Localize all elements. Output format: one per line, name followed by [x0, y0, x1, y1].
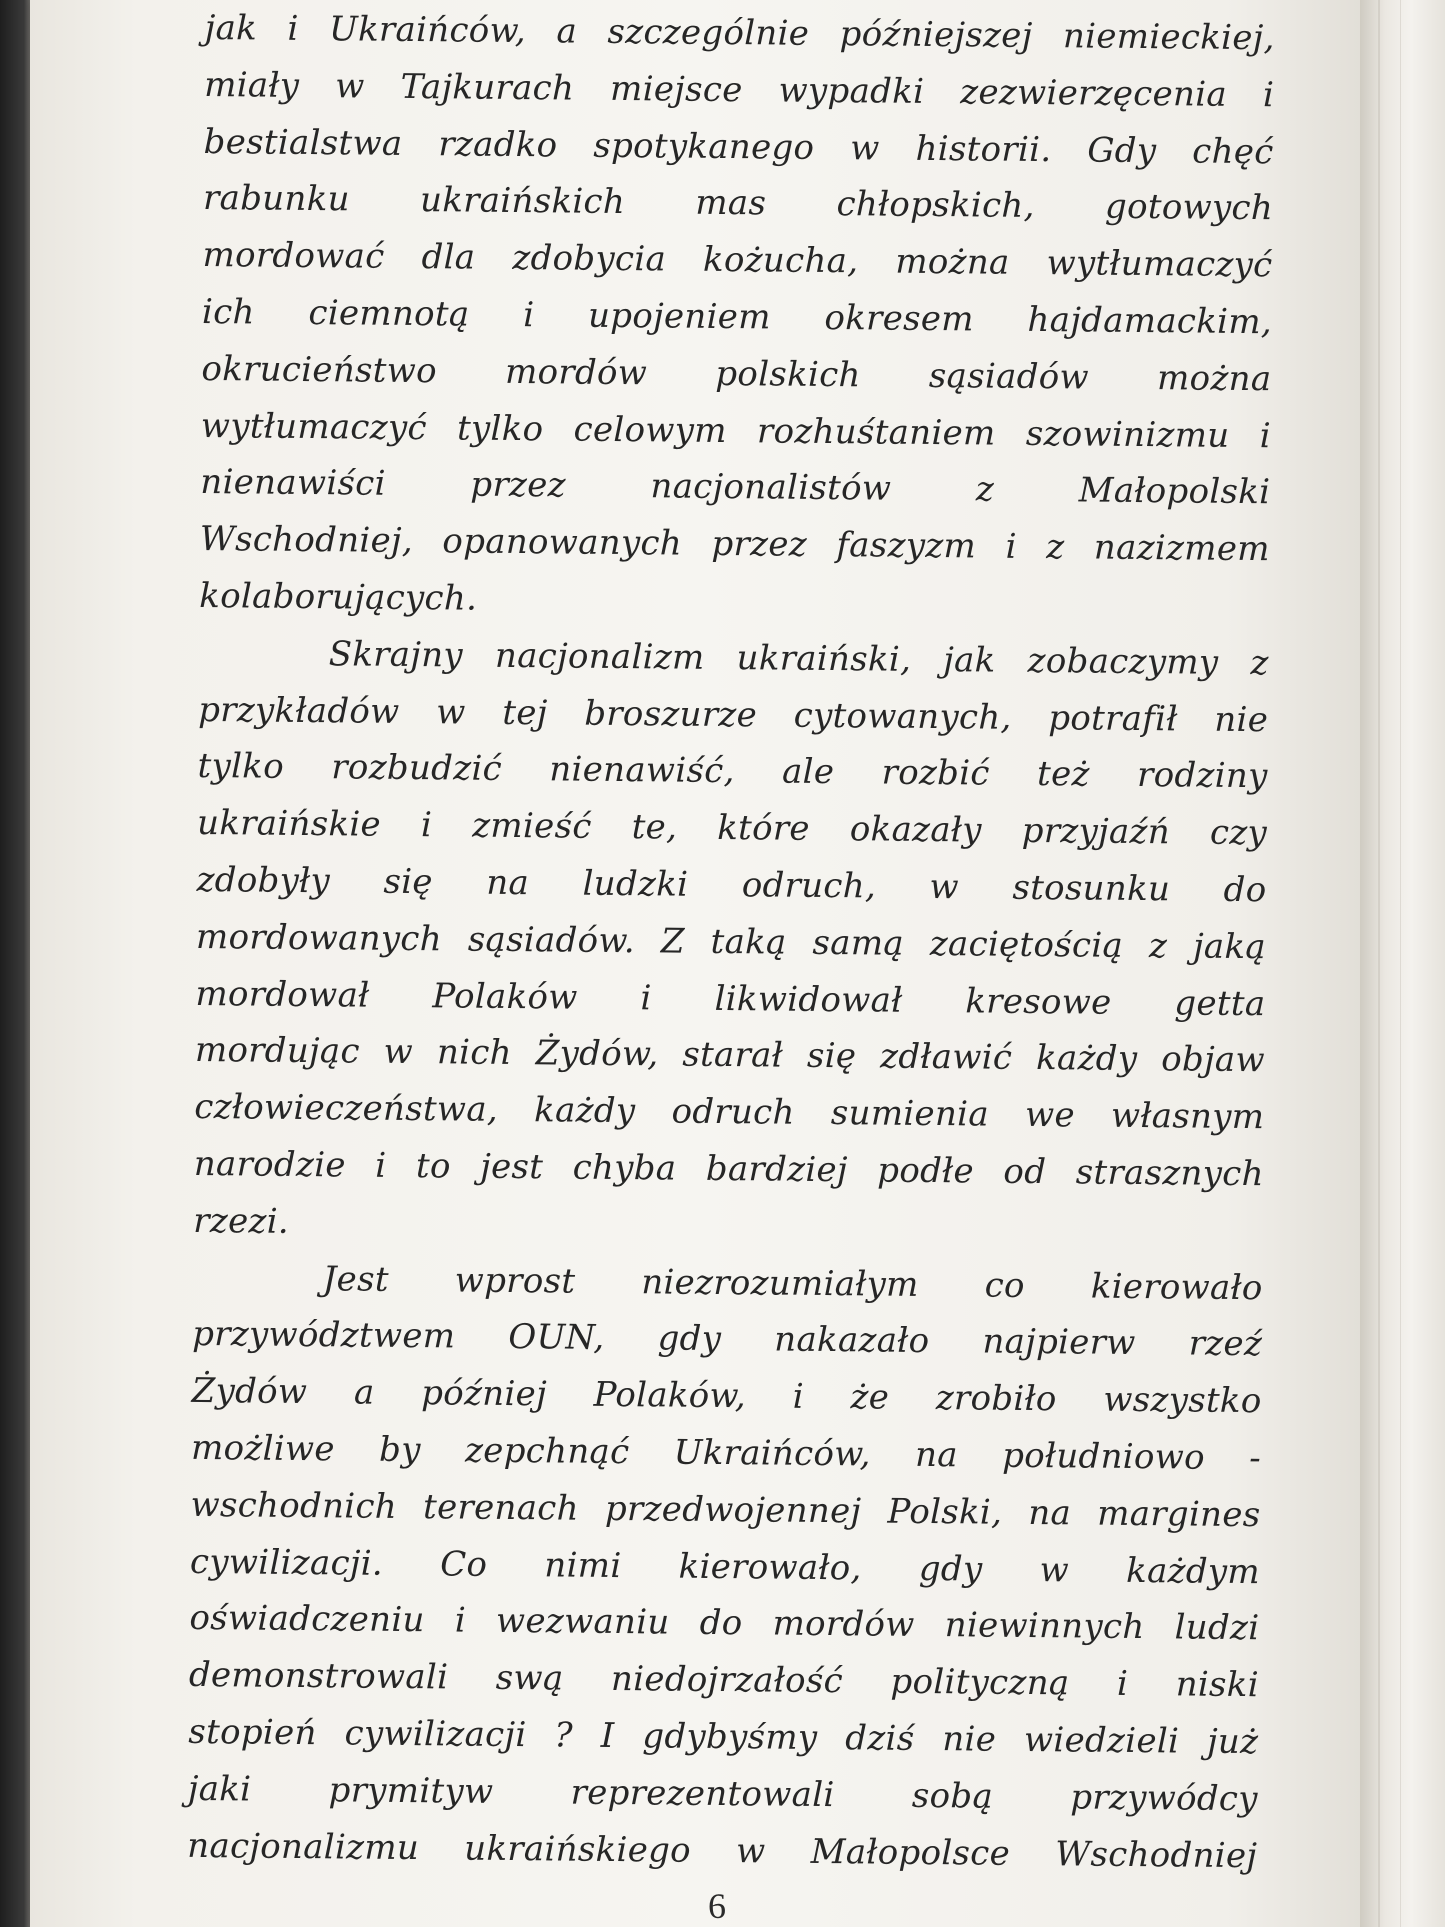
paragraph-start-line: Jest wprost niezrozumiałym co kierowało — [322, 1258, 1263, 1308]
text-line: przykładów w tej broszurze cytowanych, potrafił nie — [197, 689, 1269, 740]
text-line: mordowanych sąsiadów. Z taką samą zaciętością z jaką — [195, 916, 1267, 967]
text-line: nienawiści przez nacjonalistów z Małopolski — [200, 462, 1271, 513]
text-line: oświadczeniu i wezwaniu do mordów niewinnych ludzi — [189, 1598, 1260, 1649]
text-line: jak i Ukraińców, a szczególnie późniejszej niemieckiej, — [204, 7, 1275, 59]
text-line: wytłumaczyć tylko celowym rozhuśtaniem szowinizmu i — [200, 405, 1272, 456]
text-line: człowieczeństwa, każdy odruch sumienia we własnym — [194, 1087, 1265, 1138]
text-line: mordując w nich Żydów, starał się zdławić każdy objaw — [194, 1030, 1266, 1081]
text-line: miały w Tajkurach miejsce wypadki zezwierzęcenia i — [203, 64, 1275, 116]
paragraph-start-line: Skrajny nacjonalizm ukraiński, jak zobaczymy z — [328, 633, 1269, 684]
text-line: możliwe by zepchnąć Ukraińców, na południowo - — [190, 1427, 1262, 1479]
text-line: ukraińskie i zmieść te, które okazały przyjaźń czy — [196, 803, 1268, 854]
text-line: cywilizacji. Co nimi kierowało, gdy w każdym — [189, 1541, 1261, 1592]
text-line: Wschodniej, opanowanych przez faszyzm i z nazizmem — [199, 519, 1270, 570]
text-line: Żydów a później Polaków, i że zrobiło wszystko — [191, 1371, 1262, 1422]
page-number: 6 — [708, 1886, 726, 1926]
text-line: rabunku ukraińskich mas chłopskich, gotowych — [202, 178, 1274, 229]
text-line: stopień cywilizacji ? I gdybyśmy dziś nie wiedzieli już — [188, 1711, 1259, 1763]
page-edges — [1360, 0, 1445, 1927]
text-line: mordował Polaków i likwidował kresowe getta — [195, 973, 1266, 1024]
text-line: narodzie i to jest chyba bardziej podłe od strasznych — [193, 1143, 1264, 1195]
text-line: przywództwem OUN, gdy nakazało najpierw rzeź — [191, 1314, 1263, 1365]
text-line: mordować dla zdobycia kożucha, można wytłumaczyć — [202, 235, 1273, 286]
text-line: wschodnich terenach przedwojennej Polski, na margines — [190, 1484, 1261, 1535]
text-line: rzezi. — [193, 1200, 290, 1242]
text-line: tylko rozbudzić nienawiść, ale rozbić też rodziny — [197, 746, 1268, 797]
text-line: zdobyły się na ludzki odruch, w stosunku do — [196, 859, 1267, 911]
text-line: nacjonalizmu ukraińskiego w Małopolsce Wschodniej — [187, 1825, 1258, 1876]
text-line: bestialstwa rzadko spotykanego w historii. Gdy chęć — [203, 121, 1274, 172]
text-line: demonstrowali swą niedojrzałość polityczną i niski — [188, 1655, 1260, 1706]
text-line: ich ciemnotą i upojeniem okresem hajdamackim, — [201, 291, 1273, 343]
text-line: kolaborujących. — [199, 575, 478, 619]
text-line: jaki prymityw reprezentowali sobą przywódcy — [187, 1768, 1258, 1819]
body-text — [187, 0, 1275, 1884]
text-line: okrucieństwo mordów polskich sąsiadów można — [201, 348, 1272, 400]
